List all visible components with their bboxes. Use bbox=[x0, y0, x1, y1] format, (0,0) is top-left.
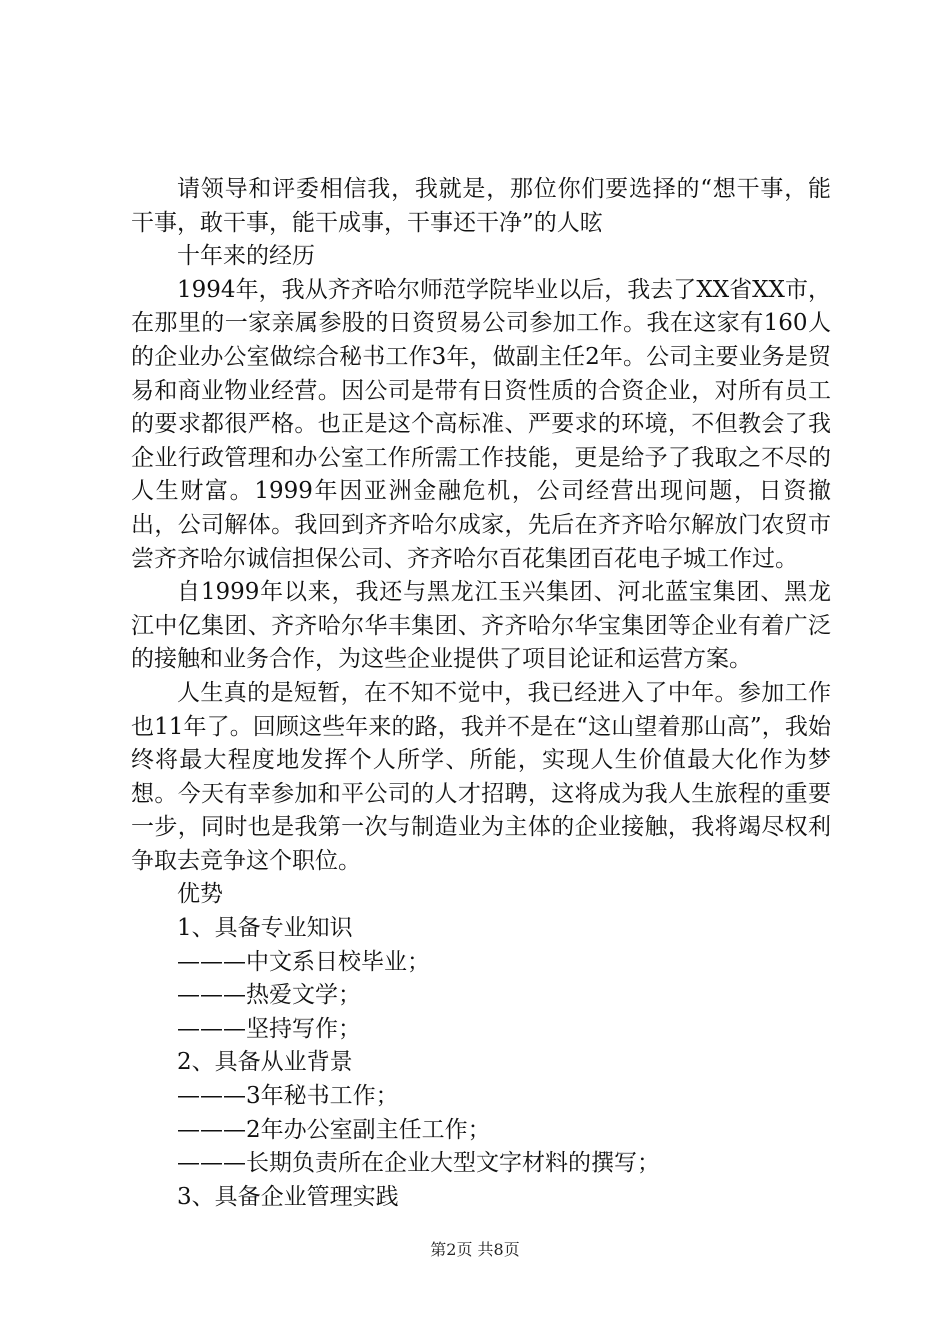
section-heading-advantages: 优势 bbox=[177, 881, 223, 908]
paragraph-aspiration: 人生真的是短暂，在不知不觉中，我已经进入了中年。参加工作也11年了。回顾这些年来的路，我并不是在“这山望着那山高”，我始终将最大程度地发挥个人所学、所能，实现人生价值最大化作为梦想。今天有幸参加和平公司的人才招聘，这将成为我人生旅程的重要一步，同时也是我第一次与制造业为主体的企业接触，我将竭尽权利争取去竞争这个职位。 bbox=[131, 679, 831, 874]
list-heading-management: 3、具备企业管理实践 bbox=[177, 1183, 399, 1210]
list-heading-background: 2、具备从业背景 bbox=[177, 1049, 353, 1076]
list-item: ———3年秘书工作； bbox=[177, 1083, 399, 1110]
document-body bbox=[131, 173, 831, 1214]
paragraph-closing-statement: 请领导和评委相信我，我就是，那位你们要选择的“想干事，能干事，敢干事，能干成事，干事还干净”的人昡 bbox=[131, 176, 831, 236]
paragraph-work-history: 1994年，我从齐齐哈尔师范学院毕业以后，我去了XX省XX市，在那里的一家亲属参股的日资贸易公司参加工作。我在这家有160人的企业办公室做综合秘书工作3年，做副主任2年。公司主要业务是贸易和商业物业经营。因公司是带有日资性质的合资企业，对所有员工的要求都很严格。也正是这个高标准、严要求的环境，不但教会了我企业行政管理和办公室工作所需工作技能，更是给予了我取之不尽的人生财富。1999年因亚洲金融危机，公司经营出现问题，日资撤出，公司解体。我回到齐齐哈尔成家，先后在齐齐哈尔解放门农贸市尝齐齐哈尔诚信担保公司、齐齐哈尔百花集团百花电子城工作过。 bbox=[131, 276, 831, 572]
list-item: ———长期负责所在企业大型文字材料的撰写； bbox=[177, 1150, 660, 1177]
list-heading-knowledge: 1、具备专业知识 bbox=[177, 915, 353, 942]
list-item: ———坚持写作； bbox=[177, 1015, 361, 1042]
list-item: ———中文系日校毕业； bbox=[177, 948, 430, 975]
page-footer: 第2页 共8页 bbox=[430, 1240, 520, 1259]
paragraph-cooperation: 自1999年以来，我还与黑龙江玉兴集团、河北蓝宝集团、黑龙江中亿集团、齐齐哈尔华丰集团、齐齐哈尔华宝集团等企业有着广泛的接触和业务合作，为这些企业提供了项目论证和运营方案。 bbox=[131, 579, 831, 673]
section-heading-experience: 十年来的经历 bbox=[177, 243, 315, 270]
list-item: ———2年办公室副主任工作； bbox=[177, 1116, 491, 1143]
list-item: ———热爱文学； bbox=[177, 982, 361, 1009]
